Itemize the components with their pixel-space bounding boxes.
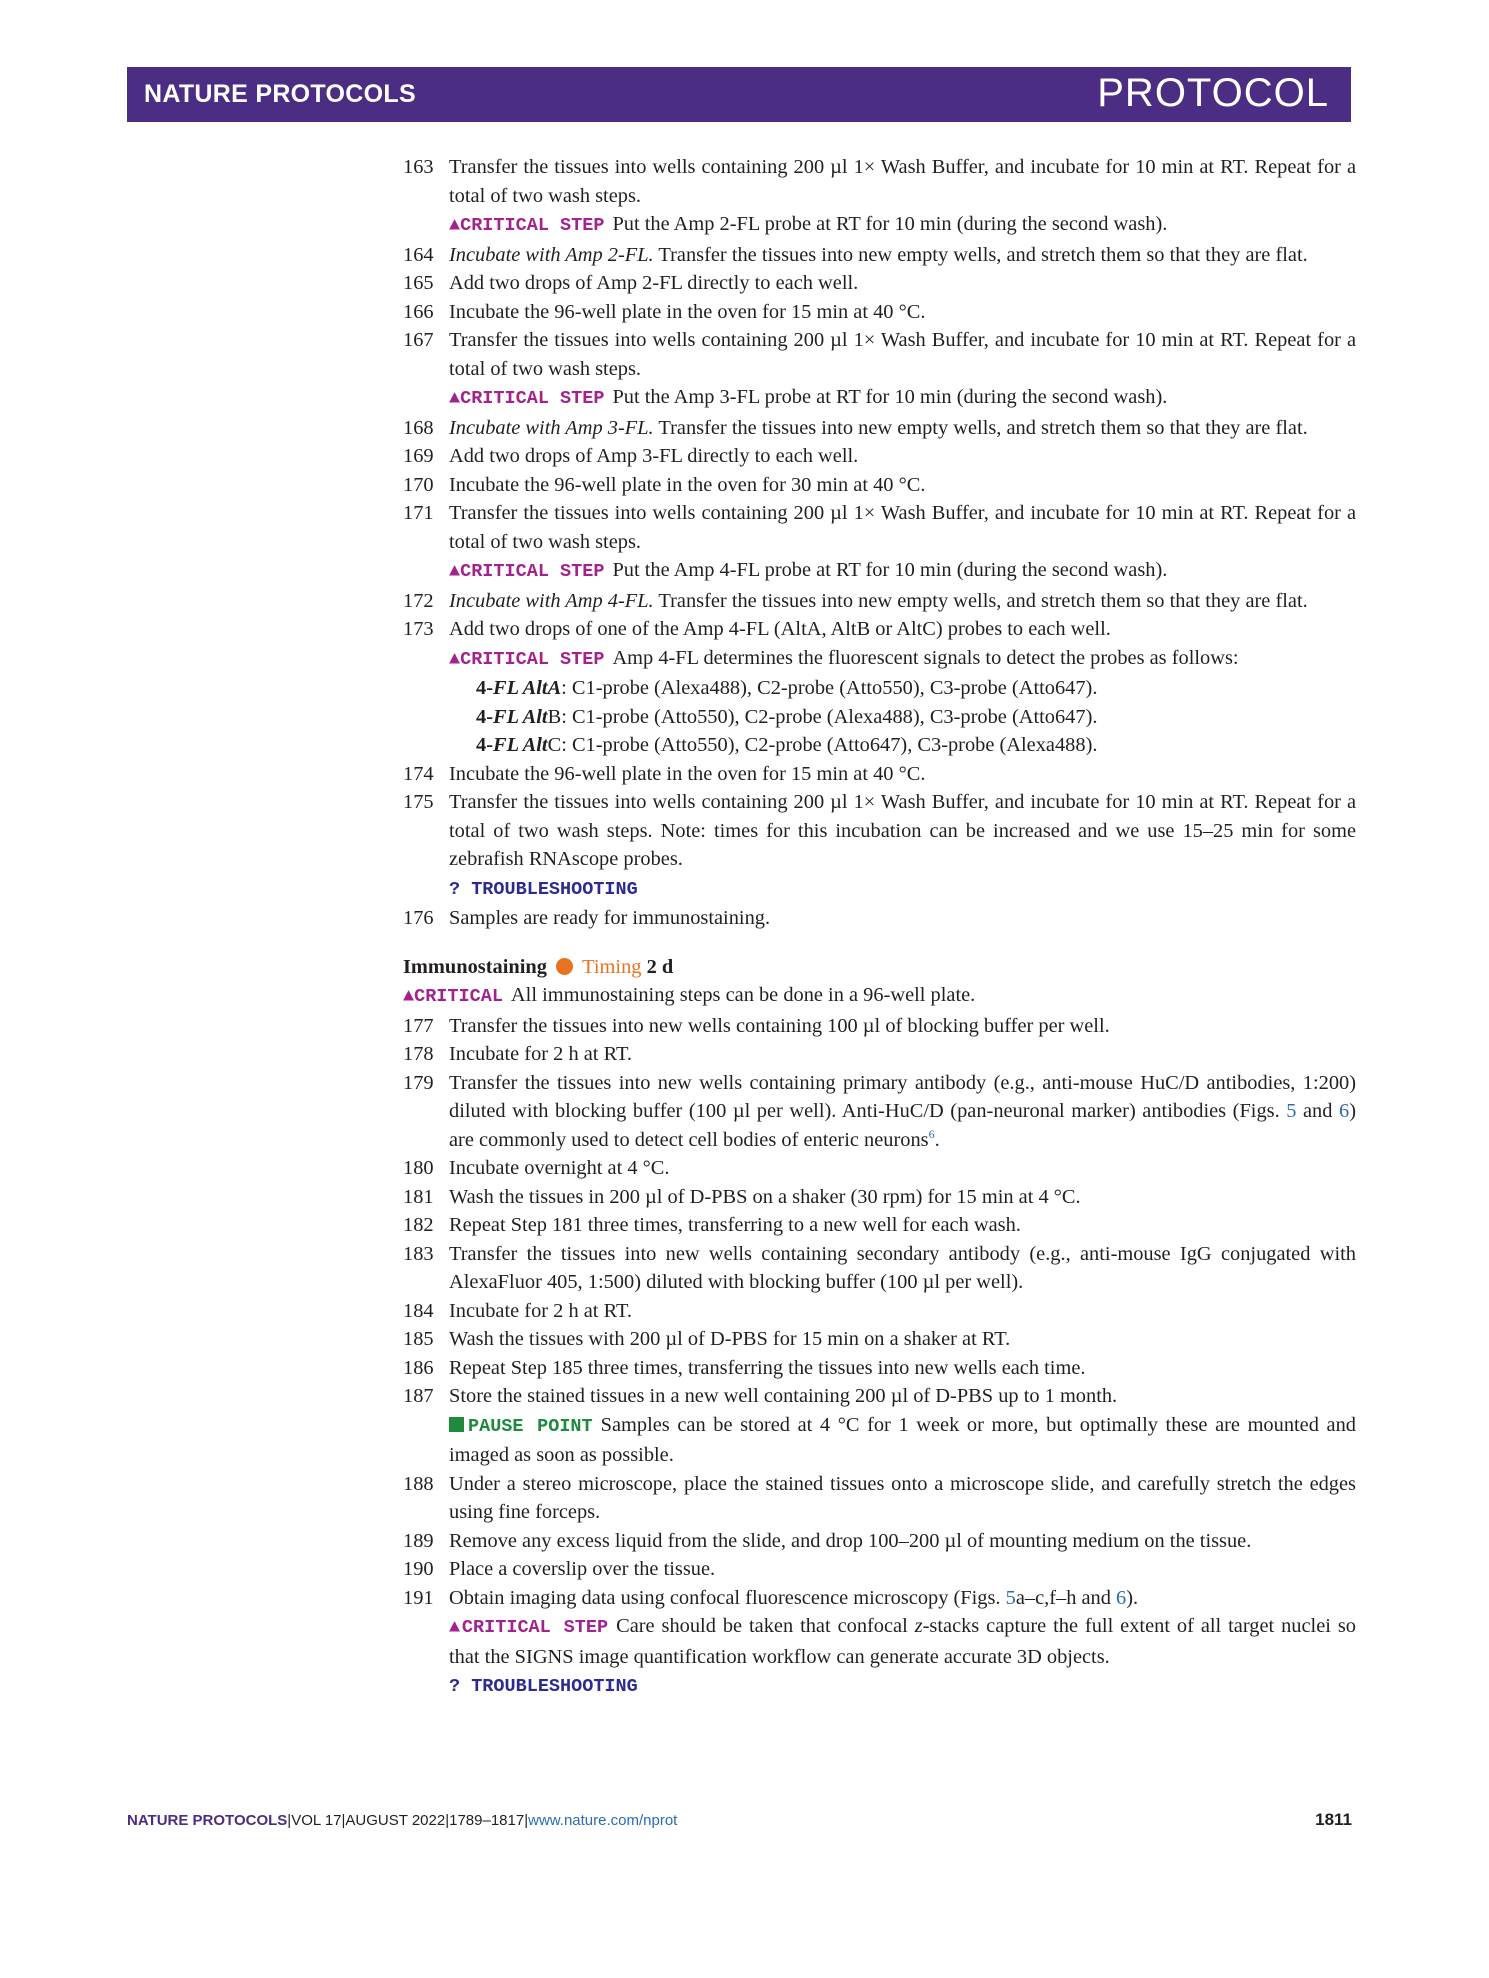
figure-6-link[interactable]: 6 bbox=[1339, 1100, 1350, 1122]
step-169: 169 Add two drops of Amp 3-FL directly to each well. bbox=[403, 445, 859, 467]
step-171: 171 Transfer the tissues into wells containing 200 µl 1× Wash Buffer, and incubate for 10 min at RT. Repeat for a total of two wash steps. bbox=[403, 502, 1356, 553]
critical-step-171: ▲CRITICAL STEP Put the Amp 4-FL probe at RT for 10 min (during the second wash). bbox=[449, 559, 1168, 582]
article-type: PROTOCOL bbox=[1097, 71, 1329, 115]
step-165: 165 Add two drops of Amp 2-FL directly to each well. bbox=[403, 272, 859, 294]
footer-date: AUGUST 2022 bbox=[345, 1812, 446, 1829]
figure-5-link[interactable]: 5 bbox=[1286, 1100, 1297, 1122]
page-number: 1811 bbox=[1315, 1810, 1352, 1829]
step-164: 164 Incubate with Amp 2-FL. Transfer the tissues into new empty wells, and stretch them so that they are flat. bbox=[403, 243, 1308, 266]
alt-a-line: 4-FL AltA: C1-probe (Alexa488), C2-probe (Atto550), C3-probe (Atto647). bbox=[476, 677, 1098, 699]
critical-step-191: ▲CRITICAL STEP Care should be taken that confocal z-stacks capture the full extent of all target nuclei so that the SIGNS image quantification workflow can generate accurate 3D objects. bbox=[449, 1615, 1356, 1668]
step-190: 190 Place a coverslip over the tissue. bbox=[403, 1558, 716, 1580]
critical-step-173: ▲CRITICAL STEP Amp 4-FL determines the fluorescent signals to detect the probes as follows: bbox=[449, 646, 1239, 670]
step-178: 178 Incubate for 2 h at RT. bbox=[403, 1043, 632, 1065]
critical-step-label: ▲CRITICAL STEP bbox=[449, 1617, 609, 1638]
critical-step-label: ▲CRITICAL STEP bbox=[449, 561, 605, 582]
step-180: 180 Incubate overnight at 4 °C. bbox=[403, 1157, 670, 1179]
critical-step-167: ▲CRITICAL STEP Put the Amp 3-FL probe at RT for 10 min (during the second wash). bbox=[449, 386, 1168, 409]
pause-square-icon bbox=[449, 1417, 464, 1432]
step-184: 184 Incubate for 2 h at RT. bbox=[403, 1299, 632, 1322]
troubleshooting-191 bbox=[403, 1671, 1356, 1702]
alt-b-line: 4-FL AltB: C1-probe (Atto550), C2-probe (Alexa488), C3-probe (Atto647). bbox=[476, 705, 1098, 728]
footer-url-link[interactable]: www.nature.com/nprot bbox=[528, 1812, 678, 1829]
critical-section-note: ▲CRITICAL All immunostaining steps can be done in a 96-well plate. bbox=[403, 984, 976, 1007]
critical-step-label: ▲CRITICAL STEP bbox=[449, 215, 605, 236]
step-174: 174 Incubate the 96-well plate in the oven for 15 min at 40 °C. bbox=[403, 762, 926, 785]
reference-6-link[interactable]: 6 bbox=[928, 1126, 935, 1141]
critical-step-163: ▲CRITICAL STEP Put the Amp 2-FL probe at RT for 10 min (during the second wash). bbox=[449, 213, 1168, 236]
step-185: 185 Wash the tissues with 200 µl of D-PBS for 15 min on a shaker at RT. bbox=[403, 1328, 1011, 1350]
critical-step-label: ▲CRITICAL STEP bbox=[449, 388, 605, 409]
step-191: 191 Obtain imaging data using confocal fluorescence microscopy (Figs. 5a–c,f–h and 6). bbox=[403, 1586, 1139, 1609]
journal-name: NATURE PROTOCOLS bbox=[144, 80, 416, 108]
figure-5-link[interactable]: 5 bbox=[1005, 1586, 1016, 1609]
pause-point-label: PAUSE POINT bbox=[468, 1415, 593, 1437]
step-181: 181 Wash the tissues in 200 µl of D-PBS on a shaker (30 rpm) for 15 min at 4 °C. bbox=[403, 1185, 1081, 1208]
critical-step-label: ▲CRITICAL STEP bbox=[449, 648, 605, 670]
section-heading-immunostaining: Immunostaining Timing 2 d bbox=[403, 955, 674, 978]
step-168: 168 Incubate with Amp 3-FL. Transfer the tissues into new empty wells, and stretch them so that they are flat. bbox=[403, 416, 1308, 439]
step-189: 189 Remove any excess liquid from the slide, and drop 100–200 µl of mounting medium on the tissue. bbox=[403, 1529, 1252, 1552]
troubleshooting-link[interactable]: ? TROUBLESHOOTING bbox=[449, 1676, 638, 1697]
step-177: 177 Transfer the tissues into new wells containing 100 µl of blocking buffer per well. bbox=[403, 1014, 1110, 1037]
alt-c-line: 4-FL AltC: C1-probe (Atto550), C2-probe (Atto647), C3-probe (Alexa488). bbox=[476, 734, 1098, 756]
footer-pages: 1789–1817 bbox=[449, 1812, 525, 1829]
step-186: 186 Repeat Step 185 three times, transferring the tissues into new wells each time. bbox=[403, 1356, 1086, 1379]
protocol-content bbox=[403, 153, 1356, 1702]
troubleshooting-link[interactable]: ? TROUBLESHOOTING bbox=[449, 878, 638, 900]
critical-label: ▲CRITICAL bbox=[403, 986, 503, 1007]
step-187: 187 Store the stained tissues in a new well containing 200 µl of D-PBS up to 1 month. bbox=[403, 1385, 1118, 1407]
page-header bbox=[127, 67, 1351, 122]
step-183: 183 Transfer the tissues into new wells containing secondary antibody (e.g., anti-mouse IgG conjugated with AlexaFluor 405, 1:500) diluted with blocking buffer (100 µl per well). bbox=[403, 1242, 1356, 1293]
step-170: 170 Incubate the 96-well plate in the oven for 30 min at 40 °C. bbox=[403, 473, 926, 496]
step-173: 173 Add two drops of one of the Amp 4-FL (AltA, AltB or AltC) probes to each well. bbox=[403, 618, 1111, 640]
timing-dot-icon bbox=[556, 958, 573, 975]
step-167: 167 Transfer the tissues into wells containing 200 µl 1× Wash Buffer, and incubate for 10 min at RT. Repeat for a total of two wash steps. bbox=[403, 329, 1356, 380]
footer-volume: VOL 17 bbox=[291, 1812, 342, 1829]
figure-6-link[interactable]: 6 bbox=[1116, 1586, 1127, 1609]
step-188: 188 Under a stereo microscope, place the stained tissues onto a microscope slide, and carefully stretch the edges using fine forceps. bbox=[403, 1472, 1356, 1523]
step-166: 166 Incubate the 96-well plate in the oven for 15 min at 40 °C. bbox=[403, 300, 926, 323]
step-176: 176 Samples are ready for immunostaining. bbox=[403, 907, 771, 929]
step-163: 163 Transfer the tissues into wells containing 200 µl 1× Wash Buffer, and incubate for 10 min at RT. Repeat for a total of two wash steps. bbox=[403, 156, 1356, 207]
step-179: 179 Transfer the tissues into new wells containing primary antibody (e.g., anti-mouse HuC/D antibodies, 1:200) diluted with blocking buffer (100 µl per well). Anti-HuC/D (pan-neuronal marker) antibodies (Figs. 5 and 6) are commonly used to detect cell bodies of enteric neurons$^6$. bbox=[403, 1071, 1356, 1151]
troubleshooting-175 bbox=[403, 874, 1356, 905]
step-182: 182 Repeat Step 181 three times, transferring to a new well for each wash. bbox=[403, 1214, 1021, 1236]
step-172: 172 Incubate with Amp 4-FL. Transfer the tissues into new empty wells, and stretch them so that they are flat. bbox=[403, 589, 1308, 612]
pause-point-187: PAUSE POINT Samples can be stored at 4 °C for 1 week or more, but optimally these are mounted and imaged as soon as possible. bbox=[449, 1413, 1356, 1466]
step-175: 175 Transfer the tissues into wells containing 200 µl 1× Wash Buffer, and incubate for 10 min at RT. Repeat for a total of two wash steps. Note: times for this incubation can be increased and we use 15–25 min for some zebrafish RNAscope probes. bbox=[403, 791, 1356, 870]
page-footer: NATURE PROTOCOLS|VOL 17|AUGUST 2022|1789–1817|www.nature.com/nprot bbox=[127, 1812, 678, 1829]
footer-journal: NATURE PROTOCOLS bbox=[127, 1812, 288, 1829]
